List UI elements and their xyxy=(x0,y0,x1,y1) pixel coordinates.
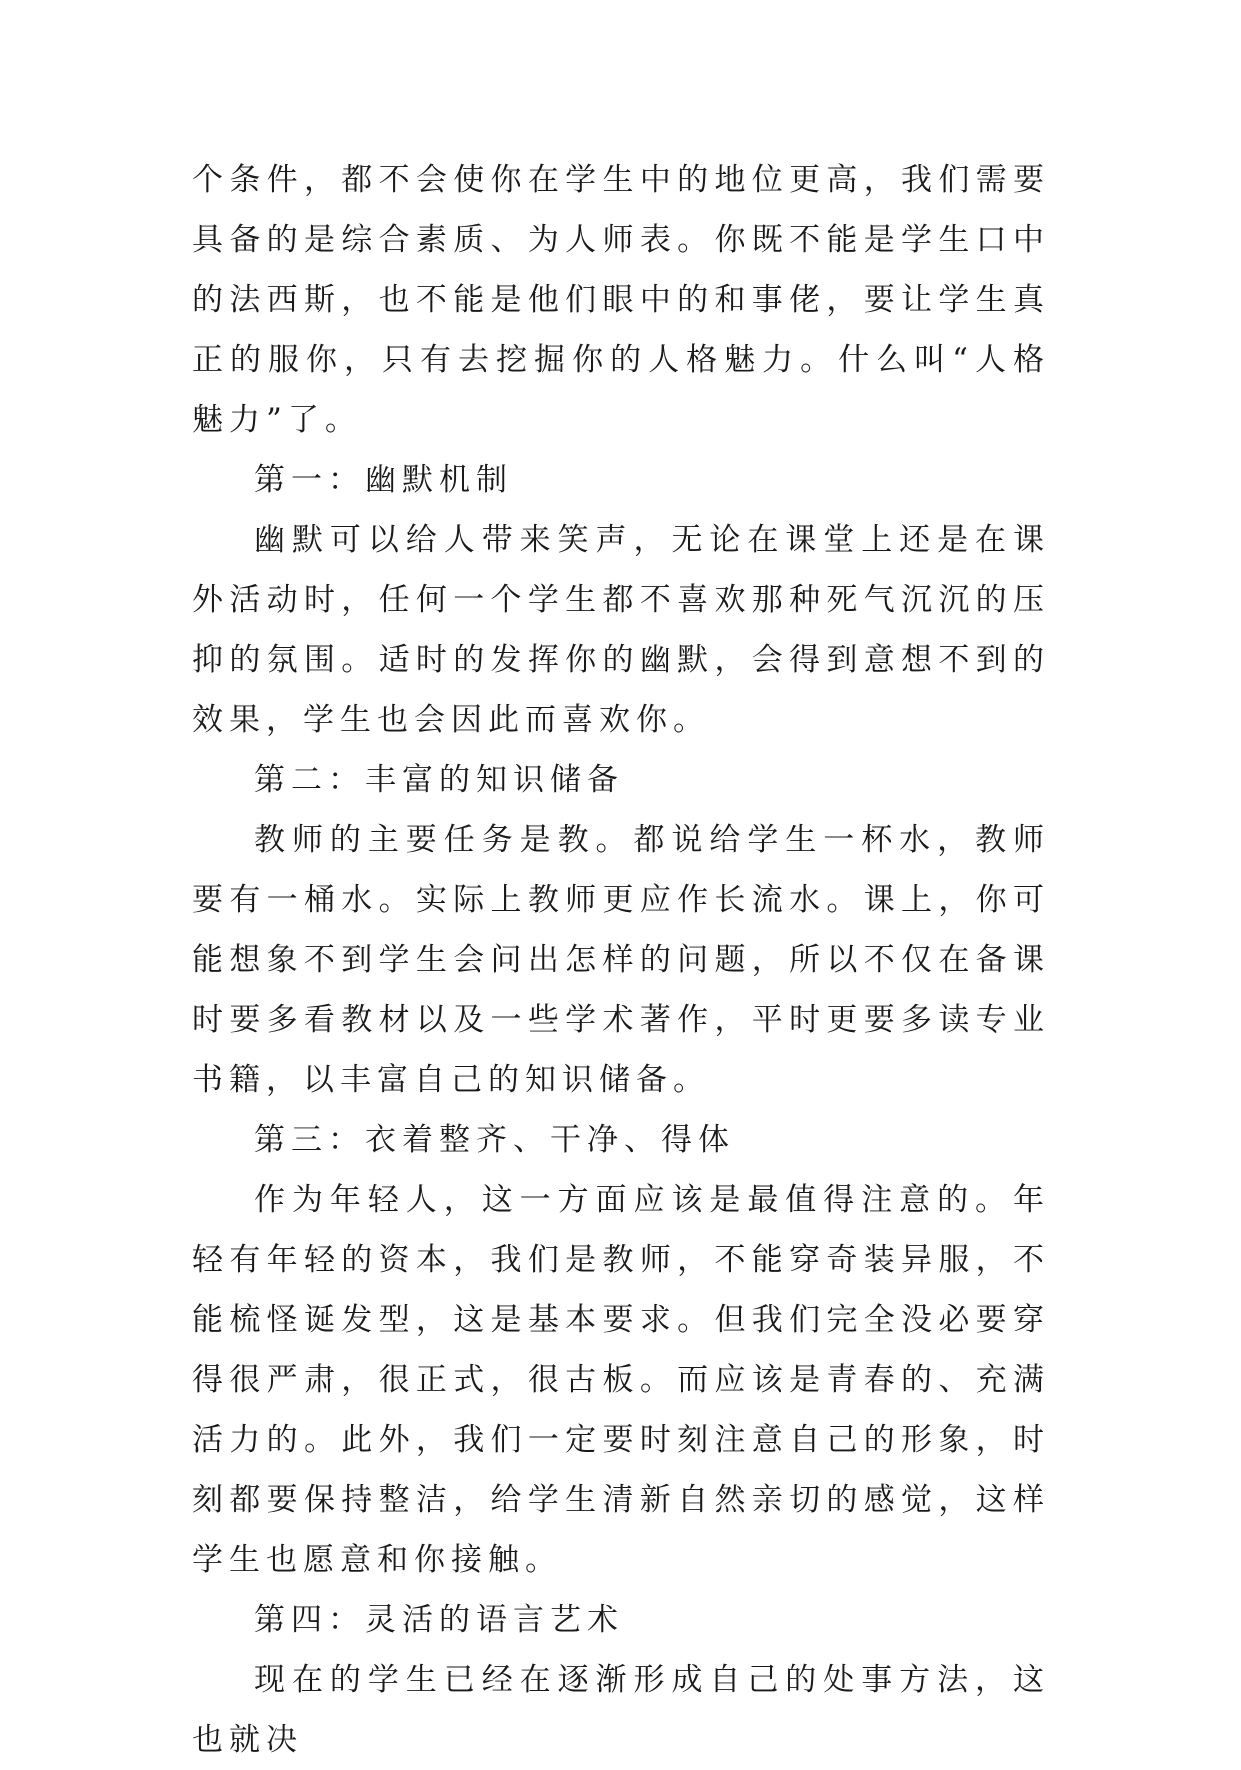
section-heading-humor: 第一：幽默机制 xyxy=(254,462,513,498)
body-paragraph: 个条件，都不会使你在学生中的地位更高，我们需要具备的是综合素质、为人师表。你既不能是学生口中的法西斯，也不能是他们眼中的和事佬，要让学生真正的服你，只有去挖掘你的人格魅力。什么叫“人格魅力”了。 xyxy=(192,162,1050,438)
section-heading-language: 第四：灵活的语言艺术 xyxy=(254,1602,624,1638)
body-paragraph: 作为年轻人，这一方面应该是最值得注意的。年轻有年轻的资本，我们是教师，不能穿奇装异服，不能梳怪诞发型，这是基本要求。但我们完全没必要穿得很严肃，很正式，很古板。而应该是青春的、充满活力的。此外，我们一定要时刻注意自己的形象，时刻都要保持整洁，给学生清新自然亲切的感觉，这样学生也愿意和你接触。 xyxy=(192,1182,1050,1578)
section-heading-attire: 第三：衣着整齐、干净、得体 xyxy=(254,1122,735,1158)
body-paragraph: 教师的主要任务是教。都说给学生一杯水，教师要有一桶水。实际上教师更应作长流水。课上，你可能想象不到学生会问出怎样的问题，所以不仅在备课时要多看教材以及一些学术著作，平时更要多读专业书籍，以丰富自己的知识储备。 xyxy=(192,822,1050,1098)
body-paragraph: 现在的学生已经在逐渐形成自己的处事方法，这也就决 xyxy=(192,1662,1050,1758)
body-paragraph: 幽默可以给人带来笑声，无论在课堂上还是在课外活动时，任何一个学生都不喜欢那种死气沉沉的压抑的氛围。适时的发挥你的幽默，会得到意想不到的效果，学生也会因此而喜欢你。 xyxy=(192,522,1050,738)
section-heading-knowledge: 第二：丰富的知识储备 xyxy=(254,762,624,798)
document-page xyxy=(192,150,1050,1770)
